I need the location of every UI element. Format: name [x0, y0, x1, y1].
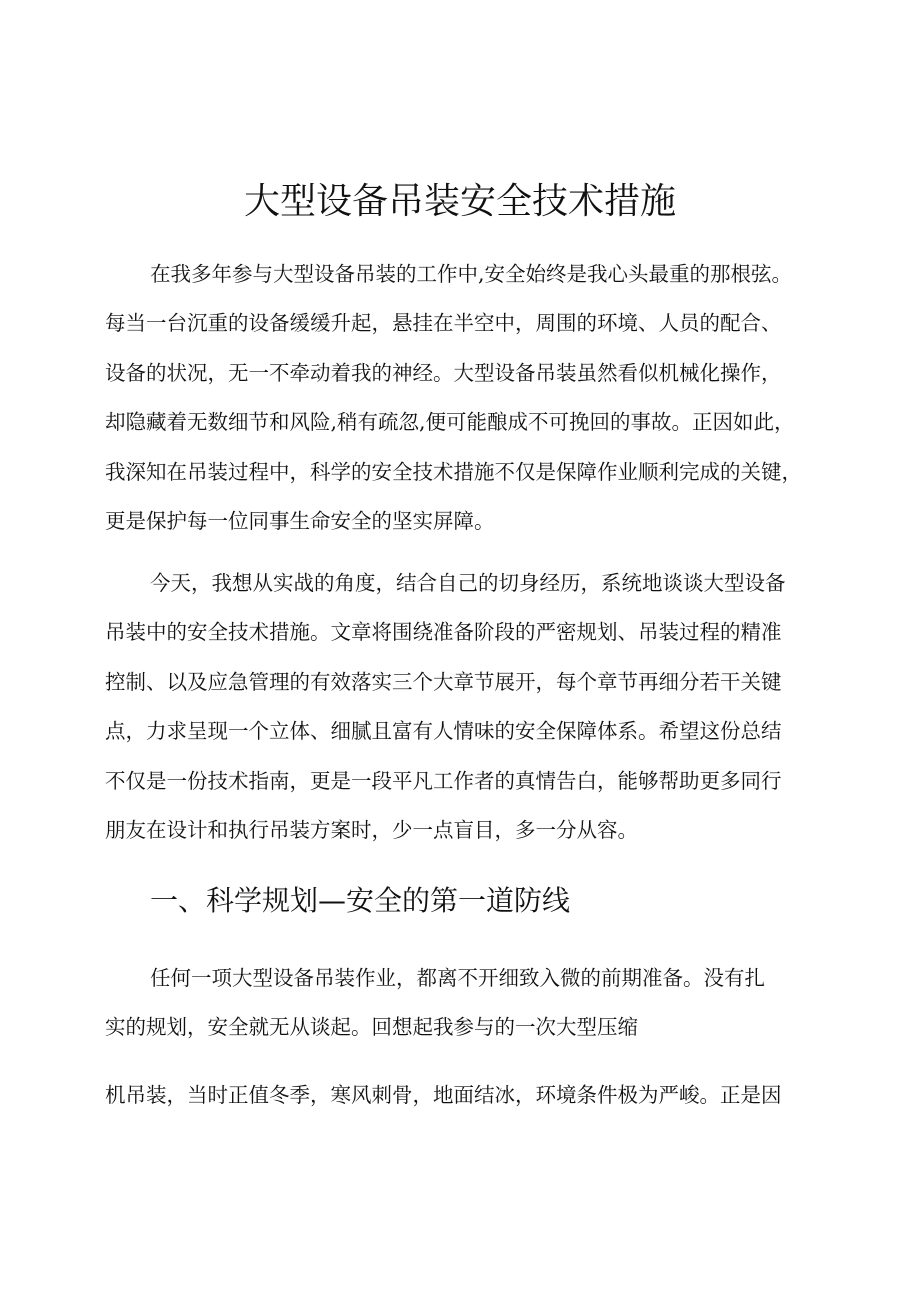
paragraph-intro [105, 250, 835, 546]
paragraph-line: 设备的状况，无一不牵动着我的神经。大型设备吊装虽然看似机械化操作， [105, 360, 782, 385]
paragraph-line: 今天，我想从实战的角度，结合自己的切身经历，系统地谈谈大型设备 [150, 571, 786, 595]
document-title: 大型设备吊装安全技术措施 [243, 181, 676, 222]
paragraph-line: 每当一台沉重的设备缓缓升起，悬挂在半空中，周围的环境、人员的配合、 [105, 311, 782, 336]
paragraph-line: 机吊装，当时正值冬季，寒风刺骨，地面结冰，环境条件极为严峻。正是因 [105, 1083, 782, 1107]
paragraph-overview [105, 559, 835, 855]
paragraph-line: 我深知在吊装过程中，科学的安全技术措施不仅是保障作业顺利完成的关键， [105, 459, 802, 484]
paragraph-line: 点，力求呈现一个立体、细腻且富有人情味的安全保障体系。希望这份总结 [105, 719, 782, 744]
paragraph-line: 控制、以及应急管理的有效落实三个大章节展开，每个章节再细分若干关键 [105, 669, 782, 694]
paragraph-line: 吊装中的安全技术措施。文章将围绕准备阶段的严密规划、吊装过程的精准 [105, 620, 782, 645]
paragraph-line: 朋友在设计和执行吊装方案时，少一点盲目，多一分从容。 [105, 818, 638, 843]
paragraph-section1 [105, 954, 835, 1053]
paragraph-line: 任何一项大型设备吊装作业，都离不开细致入微的前期准备。没有扎 [150, 966, 765, 990]
section-heading: 一、科学规划—安全的第一道防线 [150, 884, 571, 917]
paragraph-line: 实的规划，安全就无从谈起。回想起我参与的一次大型压缩 [105, 1015, 638, 1040]
paragraph-line: 在我多年参与大型设备吊装的工作中,安全始终是我心头最重的那根弦。 [150, 262, 793, 286]
paragraph-line: 不仅是一份技术指南，更是一段平凡工作者的真情告白，能够帮助更多同行 [105, 768, 782, 793]
paragraph-continued [105, 1071, 835, 1120]
paragraph-line: 却隐藏着无数细节和风险,稍有疏忽,便可能酿成不可挽回的事故。正因如此， [105, 410, 795, 435]
paragraph-line: 更是保护每一位同事生命安全的坚实屏障。 [105, 509, 495, 534]
